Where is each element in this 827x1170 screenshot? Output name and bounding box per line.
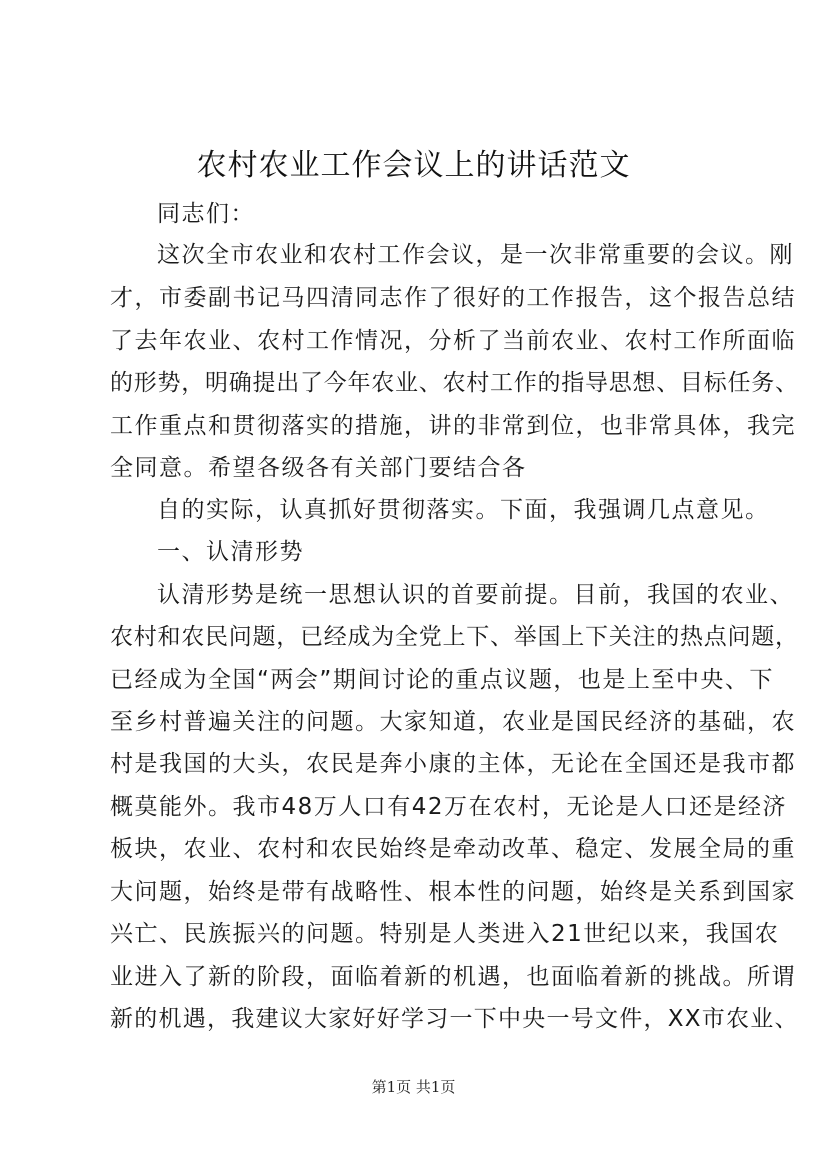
section-heading: 一、认清形势 (157, 539, 304, 565)
body-line: 了去年农业、农村工作情况，分析了当前农业、农村工作所面临 (110, 328, 796, 354)
body-line: 工作重点和贯彻落实的措施，讲的非常到位，也非常具体，我完 (110, 413, 796, 439)
body-line: 农村和农民问题，已经成为全党上下、举国上下关注的热点问题， (110, 624, 799, 650)
salutation-line: 同志们： (157, 201, 255, 227)
page-number-footer: 第1页 共1页 (371, 1078, 456, 1096)
body-line: 新的机遇，我建议大家好好学习一下中央一号文件，XX市农业、 (110, 1006, 799, 1032)
body-line: 自的实际，认真抓好贯彻落实。下面，我强调几点意见。 (157, 497, 770, 523)
body-line: 才，市委副书记马四清同志作了很好的工作报告，这个报告总结 (110, 285, 796, 311)
body-line: 村是我国的大头，农民是奔小康的主体，无论在全国还是我市都 (110, 751, 796, 777)
body-line: 至乡村普遍关注的问题。大家知道，农业是国民经济的基础，农 (110, 709, 796, 735)
body-line: 已经成为全国“两会”期间讨论的重点议题，也是上至中央、下 (110, 667, 774, 693)
body-line: 全同意。希望各级各有关部门要结合各 (110, 455, 527, 481)
body-line: 兴亡、民族振兴的问题。特别是人类进入21世纪以来，我国农 (110, 921, 780, 947)
body-line: 这次全市农业和农村工作会议，是一次非常重要的会议。刚 (157, 242, 794, 268)
body-line: 大问题，始终是带有战略性、根本性的问题，始终是关系到国家 (110, 879, 796, 905)
body-line: 业进入了新的阶段，面临着新的机遇，也面临着新的挑战。所谓 (110, 964, 796, 990)
body-line: 概莫能外。我市48万人口有42万在农村，无论是人口还是经济 (110, 794, 788, 820)
document-title: 农村农业工作会议上的讲话范文 (196, 148, 631, 183)
body-line: 认清形势是统一思想认识的首要前提。目前，我国的农业、 (157, 582, 794, 608)
body-line: 的形势，明确提出了今年农业、农村工作的指导思想、目标任务、 (110, 370, 799, 396)
body-line: 板块，农业、农村和农民始终是牵动改革、稳定、发展全局的重 (110, 836, 796, 862)
